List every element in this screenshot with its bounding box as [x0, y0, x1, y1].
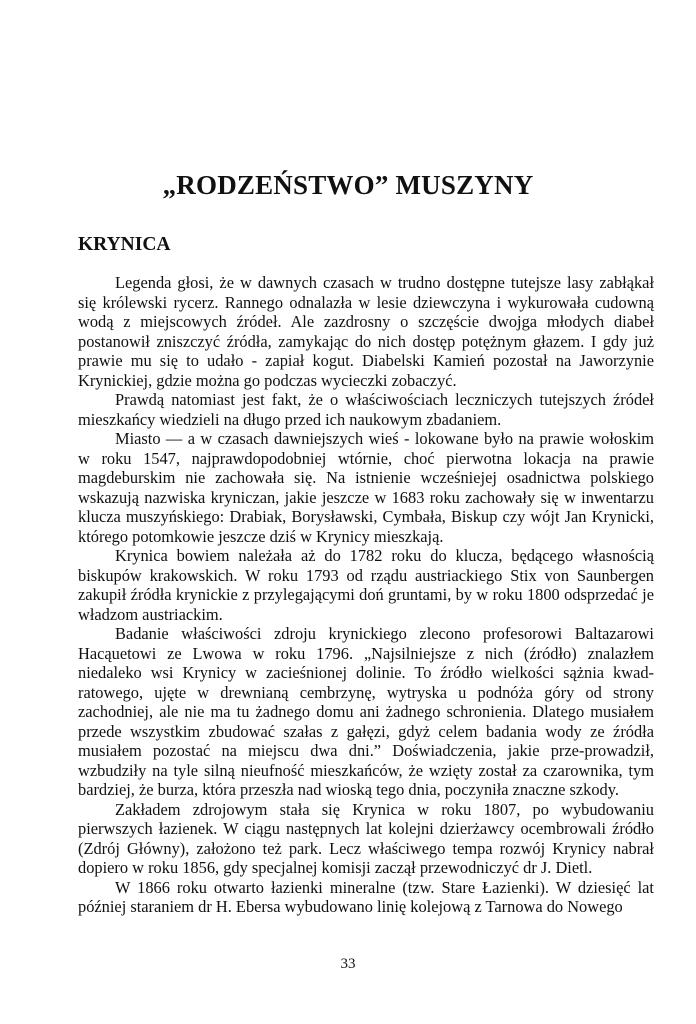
paragraph: Prawdą natomiast jest fakt, że o właściwościach leczniczych tutejszych źródeł mieszkańcy wiedzieli na długo przed ich naukowym zbadaniem.: [78, 390, 654, 429]
paragraph: Legenda głosi, że w dawnych czasach w trudno dostępne tutejsze lasy zabłąkał się królewski rycerz. Rannego odnalazła w lesie dziewczyna i wykurowała cudowną wodą z miejscowych źródeł. Ale zazdrosny o szczęście dwojga młodych diabeł postanowił zniszczyć źródła, zamykając do nich dostęp potężnym głazem. I gdy już prawie mu się to udało - zapiał kogut. Diabelski Kamień pozostał na Jaworzynie Krynickiej, gdzie można go podczas wycieczki zobaczyć.: [78, 273, 654, 390]
page-title: „RODZEŃSTWO” MUSZYNY: [162, 170, 534, 200]
section-heading: KRYNICA: [78, 234, 171, 255]
paragraph: Zakładem zdrojowym stała się Krynica w roku 1807, po wybudowaniu pierwszych łazienek. W ciągu następnych lat kolejni dzierżawcy ocembrowali źródło (Zdrój Główny), założono też park. Lecz właściwego tempa rozwój Krynicy nabrał dopiero w roku 1856, gdy specjalnej komisji zaczął przewodniczyć dr J. Dietl.: [78, 799, 654, 877]
body-text: [78, 273, 654, 917]
paragraph: Miasto — a w czasach dawniejszych wieś - lokowane było na prawie wołoskim w roku 1547, najprawdopodobniej wtórnie, choć pierwotna lokacja na prawie magdeburskim nie zachowała się. Na istnienie wcześniejej osadnictwa polskiego wskazują nazwiska kryniczan, jakie jeszcze w 1683 roku zachowały się w inwentarzu klucza muszyńskiego: Drabiak, Borysławski, Cymbała, Biskup czy wójt Jan Krynicki, którego potomkowie jeszcze dziś w Krynicy mieszkają.: [78, 429, 654, 546]
paragraph: W 1866 roku otwarto łazienki mineralne (tzw. Stare Łazienki). W dziesięć lat później staraniem dr H. Ebersa wybudowano linię kolejową z Tarnowa do Nowego: [78, 877, 654, 916]
page-number: 33: [340, 956, 356, 972]
paragraph: Badanie właściwości zdroju krynickiego zlecono profesorowi Baltazarowi Hacąuetowi ze Lwowa w roku 1796. „Najsilniejsze z nich (źródło) znalazłem niedaleko wsi Krynicy w zacieśnionej dolinie. To źródło wielkości sążnia kwad-ratowego, ujęte w drewnianą cembrzynę, wytryska u podnóża góry od strony zachodniej, ale nie ma tu żadnego domu ani żadnego schronienia. Dlatego musiałem przede wszystkim zbudować szałas z gałęzi, gdyż celem badania wody ze źródła musiałem pozostać na miejscu dwa dni.” Doświadczenia, jakie prze-prowadził, wzbudziły na tyle silną nieufność mieszkańców, że wzięty został za czarownika, tym bardziej, że burza, która przeszła nad wioską tego dnia, poczyniła znaczne szkody.: [78, 624, 654, 799]
paragraph: Krynica bowiem należała aż do 1782 roku do klucza, będącego własnością biskupów krakowskich. W roku 1793 od rządu austriackiego Stix von Saunbergen zakupił źródła krynickie z przylegającymi doń gruntami, by w roku 1800 odsprzedać je władzom austriackim.: [78, 546, 654, 624]
